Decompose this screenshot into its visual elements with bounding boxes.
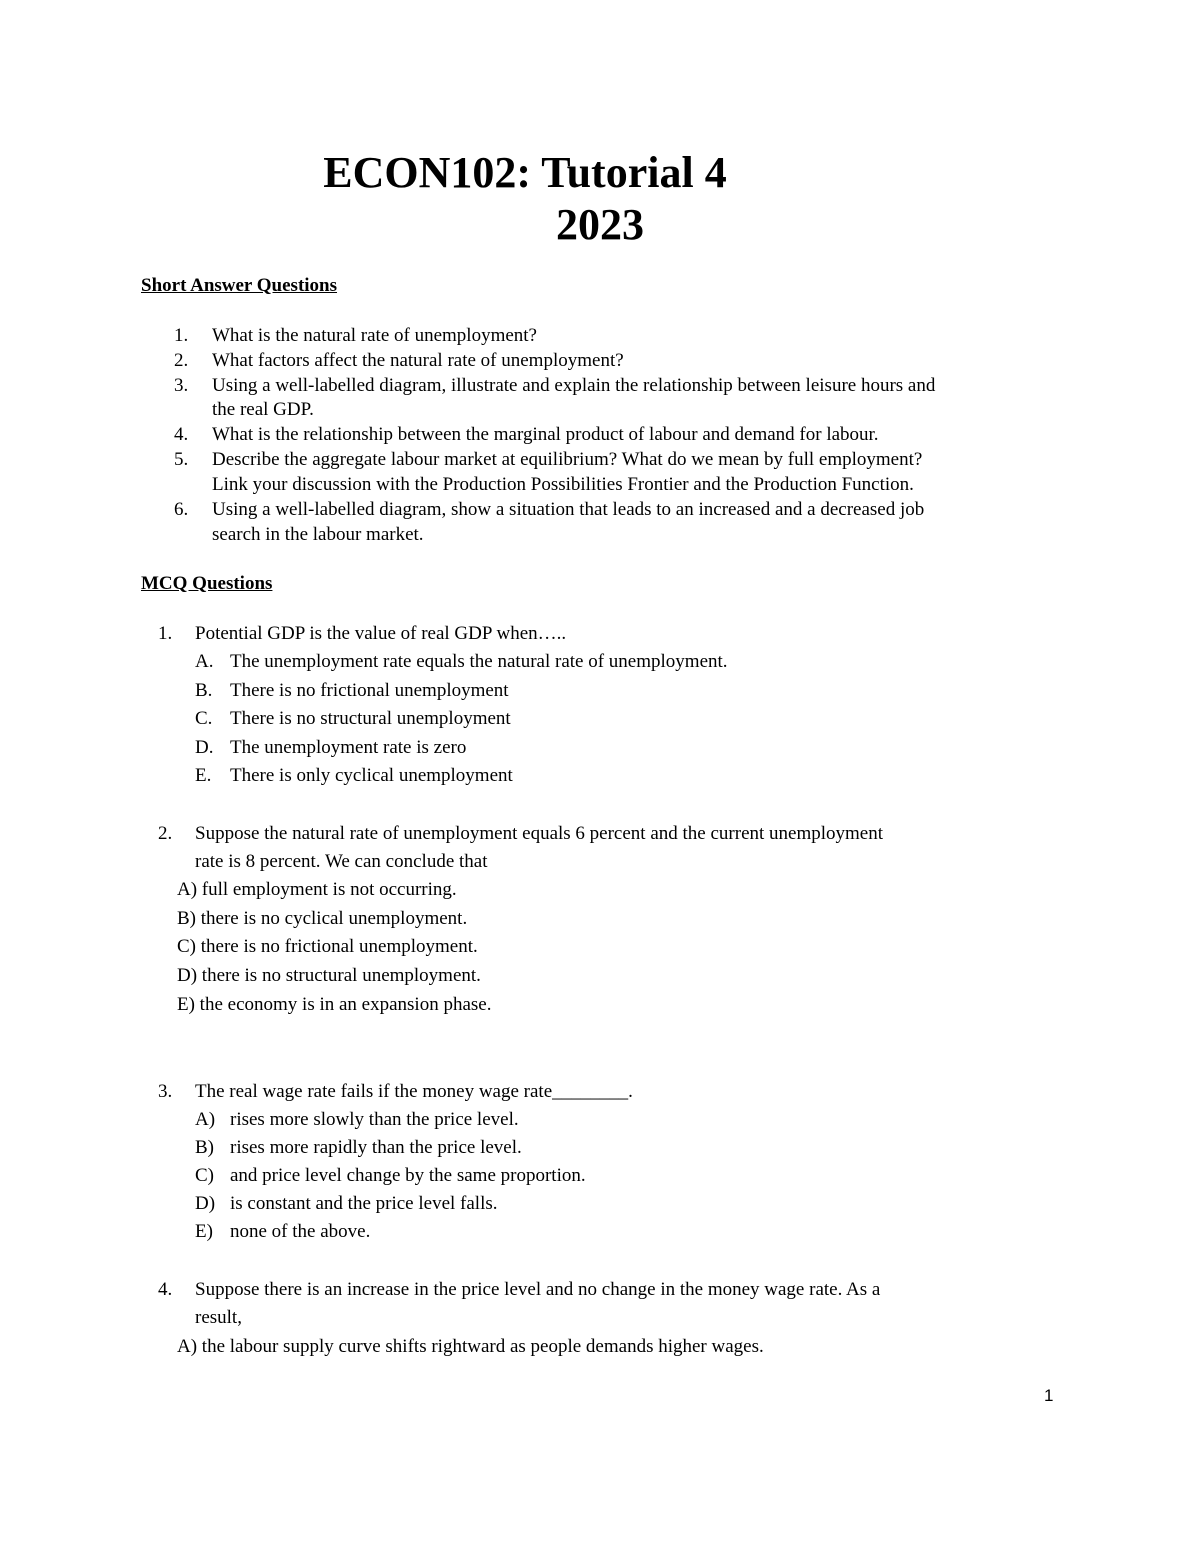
mcq-q1-number: 1. [158, 623, 173, 644]
mcq-q4-option: A) the labour supply curve shifts rightward as people demands higher wages. [177, 1336, 764, 1357]
mcq-q3-option-text: none of the above. [230, 1221, 371, 1242]
sa-number-1: 1. [174, 325, 189, 346]
mcq-q2-option: B) there is no cyclical unemployment. [177, 908, 468, 929]
document-year: 2023 [556, 200, 644, 249]
mcq-q3-option-label: C) [195, 1165, 214, 1186]
mcq-q3-option-label: D) [195, 1193, 216, 1214]
sa-number-5: 5. [174, 449, 189, 470]
mcq-q3-option-label: B) [195, 1137, 214, 1158]
mcq-q1-option-label: E. [195, 765, 212, 786]
mcq-q3-option-text: rises more slowly than the price level. [230, 1109, 519, 1130]
mcq-q2-option: D) there is no structural unemployment. [177, 965, 481, 986]
sa-number-2: 2. [174, 350, 189, 371]
sa-question-6-cont: search in the labour market. [212, 524, 424, 545]
mcq-q1-option-text: There is no structural unemployment [230, 708, 511, 729]
mcq-q2-option: E) the economy is in an expansion phase. [177, 994, 492, 1015]
mcq-q2-stem-cont: rate is 8 percent. We can conclude that [195, 851, 488, 872]
mcq-q1-option-label: B. [195, 680, 213, 701]
mcq-q3-option-text: and price level change by the same proportion. [230, 1165, 586, 1186]
mcq-q3-number: 3. [158, 1081, 173, 1102]
mcq-q1-option-label: A. [195, 651, 214, 672]
sa-question-4: What is the relationship between the marginal product of labour and demand for labour. [212, 424, 879, 445]
short-answer-heading: Short Answer Questions [141, 275, 338, 296]
mcq-q3-option-label: E) [195, 1221, 213, 1242]
sa-question-2: What factors affect the natural rate of unemployment? [212, 350, 624, 371]
mcq-q1-option-text: There is no frictional unemployment [230, 680, 509, 701]
mcq-q1-option-text: The unemployment rate equals the natural rate of unemployment. [230, 651, 728, 672]
mcq-q3-stem: The real wage rate fails if the money wage rate________. [195, 1081, 633, 1102]
sa-question-5-cont: Link your discussion with the Production Possibilities Frontier and the Production Function. [212, 474, 914, 495]
document-title: ECON102: Tutorial 4 [323, 148, 727, 197]
sa-number-6: 6. [174, 499, 189, 520]
mcq-q2-option: C) there is no frictional unemployment. [177, 936, 478, 957]
mcq-q3-option-text: rises more rapidly than the price level. [230, 1137, 522, 1158]
mcq-q4-number: 4. [158, 1279, 173, 1300]
mcq-q1-option-label: D. [195, 737, 214, 758]
sa-question-3-cont: the real GDP. [212, 399, 314, 420]
sa-question-1: What is the natural rate of unemployment? [212, 325, 537, 346]
mcq-q1-stem: Potential GDP is the value of real GDP when….. [195, 623, 567, 644]
mcq-q1-option-text: The unemployment rate is zero [230, 737, 467, 758]
mcq-q2-number: 2. [158, 823, 173, 844]
sa-question-3: Using a well-labelled diagram, illustrate and explain the relationship between leisure hours and [212, 375, 936, 396]
mcq-q3-option-text: is constant and the price level falls. [230, 1193, 498, 1214]
sa-number-4: 4. [174, 424, 189, 445]
mcq-q2-stem: Suppose the natural rate of unemployment equals 6 percent and the current unemployment [195, 823, 884, 844]
mcq-q4-stem-cont: result, [195, 1307, 242, 1328]
sa-question-5: Describe the aggregate labour market at equilibrium? What do we mean by full employment? [212, 449, 923, 470]
mcq-q1-option-label: C. [195, 708, 213, 729]
mcq-q1-option-text: There is only cyclical unemployment [230, 765, 513, 786]
mcq-q2-option: A) full employment is not occurring. [177, 879, 457, 900]
sa-question-6: Using a well-labelled diagram, show a situation that leads to an increased and a decreased job [212, 499, 925, 520]
sa-number-3: 3. [174, 375, 189, 396]
page-number: 1 [1044, 1386, 1054, 1405]
mcq-heading: MCQ Questions [141, 573, 273, 594]
mcq-q4-stem: Suppose there is an increase in the price level and no change in the money wage rate. As a [195, 1279, 881, 1300]
mcq-q3-option-label: A) [195, 1109, 216, 1130]
